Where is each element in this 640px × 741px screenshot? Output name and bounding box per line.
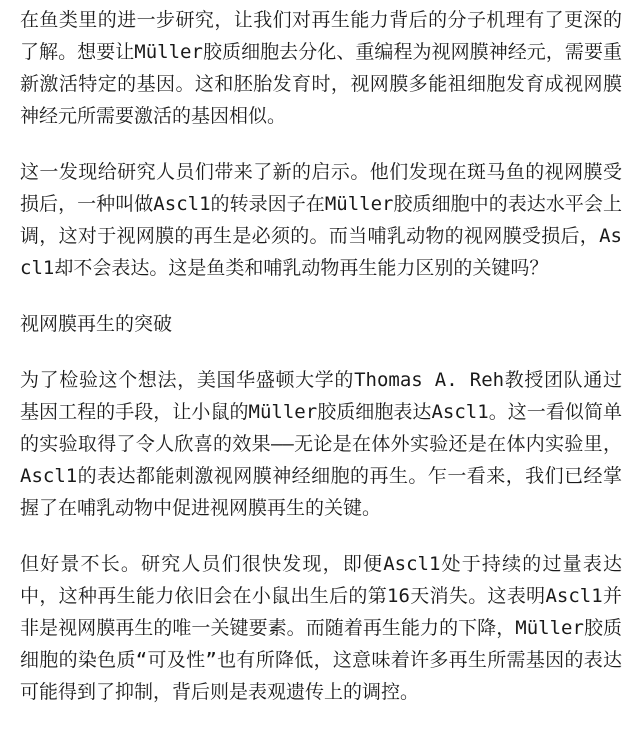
paragraph-regeneration-decline: 但好景不长。研究人员们很快发现，即便Ascl1处于持续的过量表达中，这种再生能力依旧会在小鼠出生后的第16天消失。这表明Ascl1并非是视网膜再生的唯一关键要素。而随着再生能力的下降，Müller胶质细胞的染色质“可及性”也有所降低，这意味着许多再生所需基因的表达可能得到了抑制，背后则是表观遗传上的调控。 [20,553,622,703]
paragraph-fish-research: 在鱼类里的进一步研究，让我们对再生能力背后的分子机理有了更深的了解。想要让Müller胶质细胞去分化、重编程为视网膜神经元，需要重新激活特定的基因。这和胚胎发育时，视网膜多能祖细胞发育成视网膜神经元所需要激活的基因相似。 [20,9,622,127]
paragraph-ascl1-discovery: 这一发现给研究人员们带来了新的启示。他们发现在斑马鱼的视网膜受损后，一种叫做Ascl1的转录因子在Müller胶质细胞中的表达水平会上调，这对于视网膜的再生是必须的。而当哺乳动物的视网膜受损后，Ascl1却不会表达。这是鱼类和哺乳动物再生能力区别的关键吗？ [20,161,622,279]
section-heading: 视网膜再生的突破 [20,313,173,335]
paragraph-reh-experiment: 为了检验这个想法，美国华盛顿大学的Thomas A. Reh教授团队通过基因工程的手段，让小鼠的Müller胶质细胞表达Ascl1。这一看似简单的实验取得了令人欣喜的效果——无论是在体外实验还是在体内实验里，Ascl1的表达都能刺激视网膜神经细胞的再生。乍一看来，我们已经掌握了在哺乳动物中促进视网膜再生的关键。 [20,369,622,519]
